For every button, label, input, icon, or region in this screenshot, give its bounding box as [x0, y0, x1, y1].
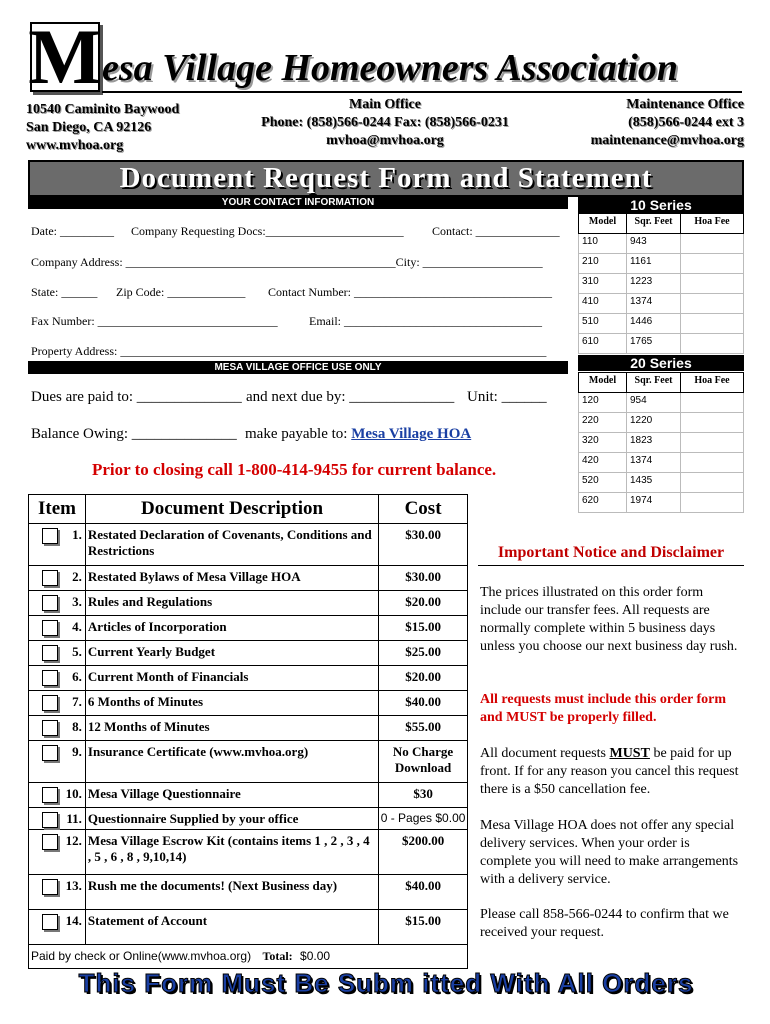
item-checkbox[interactable]	[42, 720, 58, 736]
item-cost: $25.00	[379, 641, 468, 666]
series20-cell: 1374	[627, 453, 681, 473]
item-checkbox[interactable]	[42, 620, 58, 636]
series10-cell: 943	[627, 234, 681, 254]
series20-cell: 520	[579, 473, 627, 493]
maintenance-title: Maintenance Office	[626, 97, 744, 112]
series20-cell	[681, 433, 744, 453]
date-field[interactable]: Date: _________	[31, 224, 114, 238]
series10-cell: 1446	[627, 314, 681, 334]
notice-paragraph-2: All requests must include this order form and MUST be properly filled.	[480, 692, 727, 725]
item-number: 11.	[66, 811, 82, 826]
item-cost: $30.00	[379, 566, 468, 591]
series20-cell	[681, 493, 744, 513]
main-office-email: mvhoa@mvhoa.org	[326, 133, 444, 148]
item-cell	[29, 641, 86, 666]
address-line2: San Diego, CA 92126	[26, 120, 152, 135]
item-header: Item	[29, 495, 86, 524]
item-description: Mesa Village Escrow Kit (contains items 1 , 2 , 3 , 4 , 5 , 6 , 8 , 9,10,14)	[85, 830, 378, 875]
next-due-field[interactable]: and next due by: ______________	[246, 389, 455, 405]
document-row	[29, 591, 468, 616]
title-underline	[102, 91, 742, 93]
series10-cell: 310	[579, 274, 627, 294]
series20-row	[579, 393, 744, 413]
item-cost: No Charge Download	[379, 741, 468, 783]
document-table-footer	[29, 945, 468, 969]
make-payable-text: make payable to:	[245, 426, 348, 442]
item-description: Restated Declaration of Covenants, Conditions and Restrictions	[85, 524, 378, 566]
series10-row	[579, 254, 744, 274]
series20-cell: 120	[579, 393, 627, 413]
item-cost: $15.00	[379, 910, 468, 945]
item-number: 9.	[72, 744, 82, 759]
address-line1: 10540 Caminito Baywood	[26, 102, 180, 117]
series10-cell: 1765	[627, 334, 681, 354]
item-cell	[29, 566, 86, 591]
series20-cell	[681, 453, 744, 473]
item-cell	[29, 691, 86, 716]
series10-cell	[681, 274, 744, 294]
series10-table	[578, 213, 744, 354]
document-row	[29, 910, 468, 945]
series10-cell	[681, 234, 744, 254]
item-cell	[29, 524, 86, 566]
main-office-phone: Phone: (858)566-0244 Fax: (858)566-0231	[261, 115, 509, 130]
item-checkbox[interactable]	[42, 787, 58, 803]
item-checkbox[interactable]	[42, 528, 58, 544]
series20-cell: 1823	[627, 433, 681, 453]
item-cost: $200.00	[379, 830, 468, 875]
document-rows	[29, 524, 468, 945]
item-checkbox[interactable]	[42, 914, 58, 930]
document-row	[29, 666, 468, 691]
item-cost: $15.00	[379, 616, 468, 641]
notice-paragraph-3	[480, 745, 744, 799]
description-header: Document Description	[85, 495, 378, 524]
item-number: 4.	[72, 619, 82, 634]
series20-cell: 220	[579, 413, 627, 433]
contact-field[interactable]: Contact: ______________	[432, 224, 560, 238]
item-checkbox[interactable]	[42, 834, 58, 850]
item-checkbox[interactable]	[42, 595, 58, 611]
item-number: 13.	[65, 878, 82, 893]
maintenance-email: maintenance@mvhoa.org	[590, 133, 744, 148]
notice-p3-start: All document requests	[480, 746, 610, 761]
series20-cell: 1974	[627, 493, 681, 513]
item-cost: $20.00	[379, 591, 468, 616]
series20-title: 20 Series	[578, 355, 744, 371]
unit-field[interactable]: Unit: ______	[467, 389, 547, 405]
series10-cell	[681, 334, 744, 354]
address-block	[26, 101, 179, 155]
item-description: 6 Months of Minutes	[85, 691, 378, 716]
item-description: Current Yearly Budget	[85, 641, 378, 666]
company-address-field[interactable]: Company Address: _____________________________________________City: ____________________	[31, 255, 543, 269]
logo-letter: M	[28, 13, 102, 100]
item-cost: $40.00	[379, 875, 468, 910]
item-number: 2.	[72, 569, 82, 584]
series10-cell: 110	[579, 234, 627, 254]
fax-field[interactable]: Fax Number: ______________________________	[31, 314, 278, 328]
series10-cell	[681, 314, 744, 334]
item-checkbox[interactable]	[42, 670, 58, 686]
item-cost: $30	[379, 783, 468, 808]
document-row	[29, 691, 468, 716]
cost-header: Cost	[379, 495, 468, 524]
series20-table	[578, 372, 744, 513]
main-office-title: Main Office	[349, 97, 421, 112]
property-address-field[interactable]: Property Address: _______________________________________________________________________	[31, 344, 547, 358]
dues-paid-to-field[interactable]: Dues are paid to: ______________	[31, 389, 242, 405]
item-cost: $40.00	[379, 691, 468, 716]
notice-title: Important Notice and Disclaimer	[478, 544, 744, 566]
series20-header-cell: Hoa Fee	[681, 373, 744, 393]
item-description: Current Month of Financials	[85, 666, 378, 691]
item-cost: $20.00	[379, 666, 468, 691]
item-cell	[29, 616, 86, 641]
item-cell	[29, 830, 86, 875]
series20-row	[579, 413, 744, 433]
item-number: 14.	[65, 913, 82, 928]
document-table	[28, 494, 468, 969]
item-cell	[29, 910, 86, 945]
footer-banner: This Form Must Be Subm itted With All Orders	[78, 968, 694, 998]
series10-cell	[681, 254, 744, 274]
item-checkbox[interactable]	[42, 695, 58, 711]
series20-cell: 1435	[627, 473, 681, 493]
series20-header-row	[579, 373, 744, 393]
notice-paragraph-5: Please call 858-566-0244 to confirm that we received your request.	[480, 907, 729, 940]
item-description: Restated Bylaws of Mesa Village HOA	[85, 566, 378, 591]
notice-paragraph-4: Mesa Village HOA does not offer any special delivery services. When your order is complete you will need to make arrangements with a delivery service.	[480, 818, 739, 887]
document-table-header	[29, 495, 468, 524]
series20-row	[579, 493, 744, 513]
notice-paragraph-1: The prices illustrated on this order form include our transfer fees. All requests are normally complete within 5 business days unless you choose our next business day rush.	[480, 585, 738, 654]
document-row	[29, 716, 468, 741]
paid-by-text: Paid by check or Online(www.mvhoa.org)	[31, 949, 252, 963]
item-number: 7.	[72, 694, 82, 709]
series10-cell: 610	[579, 334, 627, 354]
series10-header-row	[579, 214, 744, 234]
balance-owing-field[interactable]: Balance Owing: ______________	[31, 426, 237, 442]
series20-cell: 420	[579, 453, 627, 473]
series10-cell: 410	[579, 294, 627, 314]
series10-cell: 510	[579, 314, 627, 334]
series10-cell: 1223	[627, 274, 681, 294]
item-description: Insurance Certificate (www.mvhoa.org)	[85, 741, 378, 783]
series20-row	[579, 453, 744, 473]
series10-header-cell: Hoa Fee	[681, 214, 744, 234]
item-number: 6.	[72, 669, 82, 684]
item-checkbox[interactable]	[42, 879, 58, 895]
total-value: $0.00	[300, 949, 331, 963]
document-row	[29, 641, 468, 666]
series20-cell	[681, 393, 744, 413]
item-cell	[29, 716, 86, 741]
series20-cell: 320	[579, 433, 627, 453]
item-number: 12.	[65, 833, 82, 848]
series10-title: 10 Series	[578, 197, 744, 213]
notice-p3-end: be paid for up front. If for any reason you cancel this request there is a $50 cancellation fee.	[480, 746, 739, 797]
item-cost: 0 - Pages $0.00	[379, 808, 468, 830]
series10-row	[579, 274, 744, 294]
document-row	[29, 808, 468, 830]
series10-cell: 210	[579, 254, 627, 274]
item-number: 5.	[72, 644, 82, 659]
item-cost: $55.00	[379, 716, 468, 741]
notice-must: MUST	[609, 746, 650, 761]
prior-closing-notice: Prior to closing call 1-800-414-9455 for current balance.	[92, 460, 497, 479]
document-row	[29, 741, 468, 783]
series10-header-cell: Sqr. Feet	[627, 214, 681, 234]
maintenance-office-block	[560, 96, 744, 150]
series20-header-cell: Sqr. Feet	[627, 373, 681, 393]
payable-name: Mesa Village HOA	[351, 426, 472, 442]
item-number: 10.	[65, 786, 82, 801]
series20-cell: 954	[627, 393, 681, 413]
make-payable-label	[245, 426, 471, 443]
item-description: Statement of Account	[85, 910, 378, 945]
item-cell	[29, 808, 86, 830]
item-number: 1.	[72, 527, 82, 542]
series10-cell: 1161	[627, 254, 681, 274]
item-cell	[29, 741, 86, 783]
logo	[28, 13, 102, 100]
series10-header-cell: Model	[579, 214, 627, 234]
document-row	[29, 524, 468, 566]
item-description: Questionnaire Supplied by your office	[85, 808, 378, 830]
item-description: 12 Months of Minutes	[85, 716, 378, 741]
series10-row	[579, 314, 744, 334]
item-checkbox[interactable]	[42, 812, 58, 828]
series20-row	[579, 433, 744, 453]
series10-cell: 1374	[627, 294, 681, 314]
document-row	[29, 875, 468, 910]
item-cost: $30.00	[379, 524, 468, 566]
company-requesting-field[interactable]: Company Requesting Docs:_______________________	[131, 224, 404, 238]
zip-field[interactable]: Zip Code: _____________	[116, 285, 246, 299]
item-number: 3.	[72, 594, 82, 609]
maintenance-phone: (858)566-0244 ext 3	[628, 115, 744, 130]
document-row	[29, 566, 468, 591]
series10-cell	[681, 294, 744, 314]
item-cell	[29, 666, 86, 691]
series20-header-cell: Model	[579, 373, 627, 393]
series20-cell	[681, 413, 744, 433]
office-use-title: MESA VILLAGE OFFICE USE ONLY	[28, 361, 568, 374]
item-description: Rush me the documents! (Next Business day)	[85, 875, 378, 910]
item-checkbox[interactable]	[42, 745, 58, 761]
series20-cell: 620	[579, 493, 627, 513]
item-checkbox[interactable]	[42, 570, 58, 586]
main-office-block	[240, 96, 530, 150]
item-cell	[29, 875, 86, 910]
document-row	[29, 616, 468, 641]
item-cell	[29, 591, 86, 616]
item-cell	[29, 783, 86, 808]
item-description: Mesa Village Questionnaire	[85, 783, 378, 808]
series10-row	[579, 234, 744, 254]
document-row	[29, 783, 468, 808]
series10-row	[579, 334, 744, 354]
state-field[interactable]: State: ______	[31, 285, 98, 299]
contact-section-title: YOUR CONTACT INFORMATION	[28, 196, 568, 209]
series20-cell	[681, 473, 744, 493]
document-row	[29, 830, 468, 875]
series20-cell: 1220	[627, 413, 681, 433]
email-field[interactable]: Email: _________________________________	[309, 314, 542, 328]
contact-number-field[interactable]: Contact Number: _________________________________	[268, 285, 552, 299]
payment-footer	[29, 945, 468, 969]
item-description: Rules and Regulations	[85, 591, 378, 616]
form-title-banner: Document Request Form and Statement	[28, 160, 744, 197]
item-checkbox[interactable]	[42, 645, 58, 661]
item-description: Articles of Incorporation	[85, 616, 378, 641]
item-number: 8.	[72, 719, 82, 734]
total-label: Total:	[262, 949, 293, 963]
series20-row	[579, 473, 744, 493]
association-title: esa Village Homeowners Association	[102, 47, 679, 89]
website: www.mvhoa.org	[26, 138, 124, 153]
series10-row	[579, 294, 744, 314]
